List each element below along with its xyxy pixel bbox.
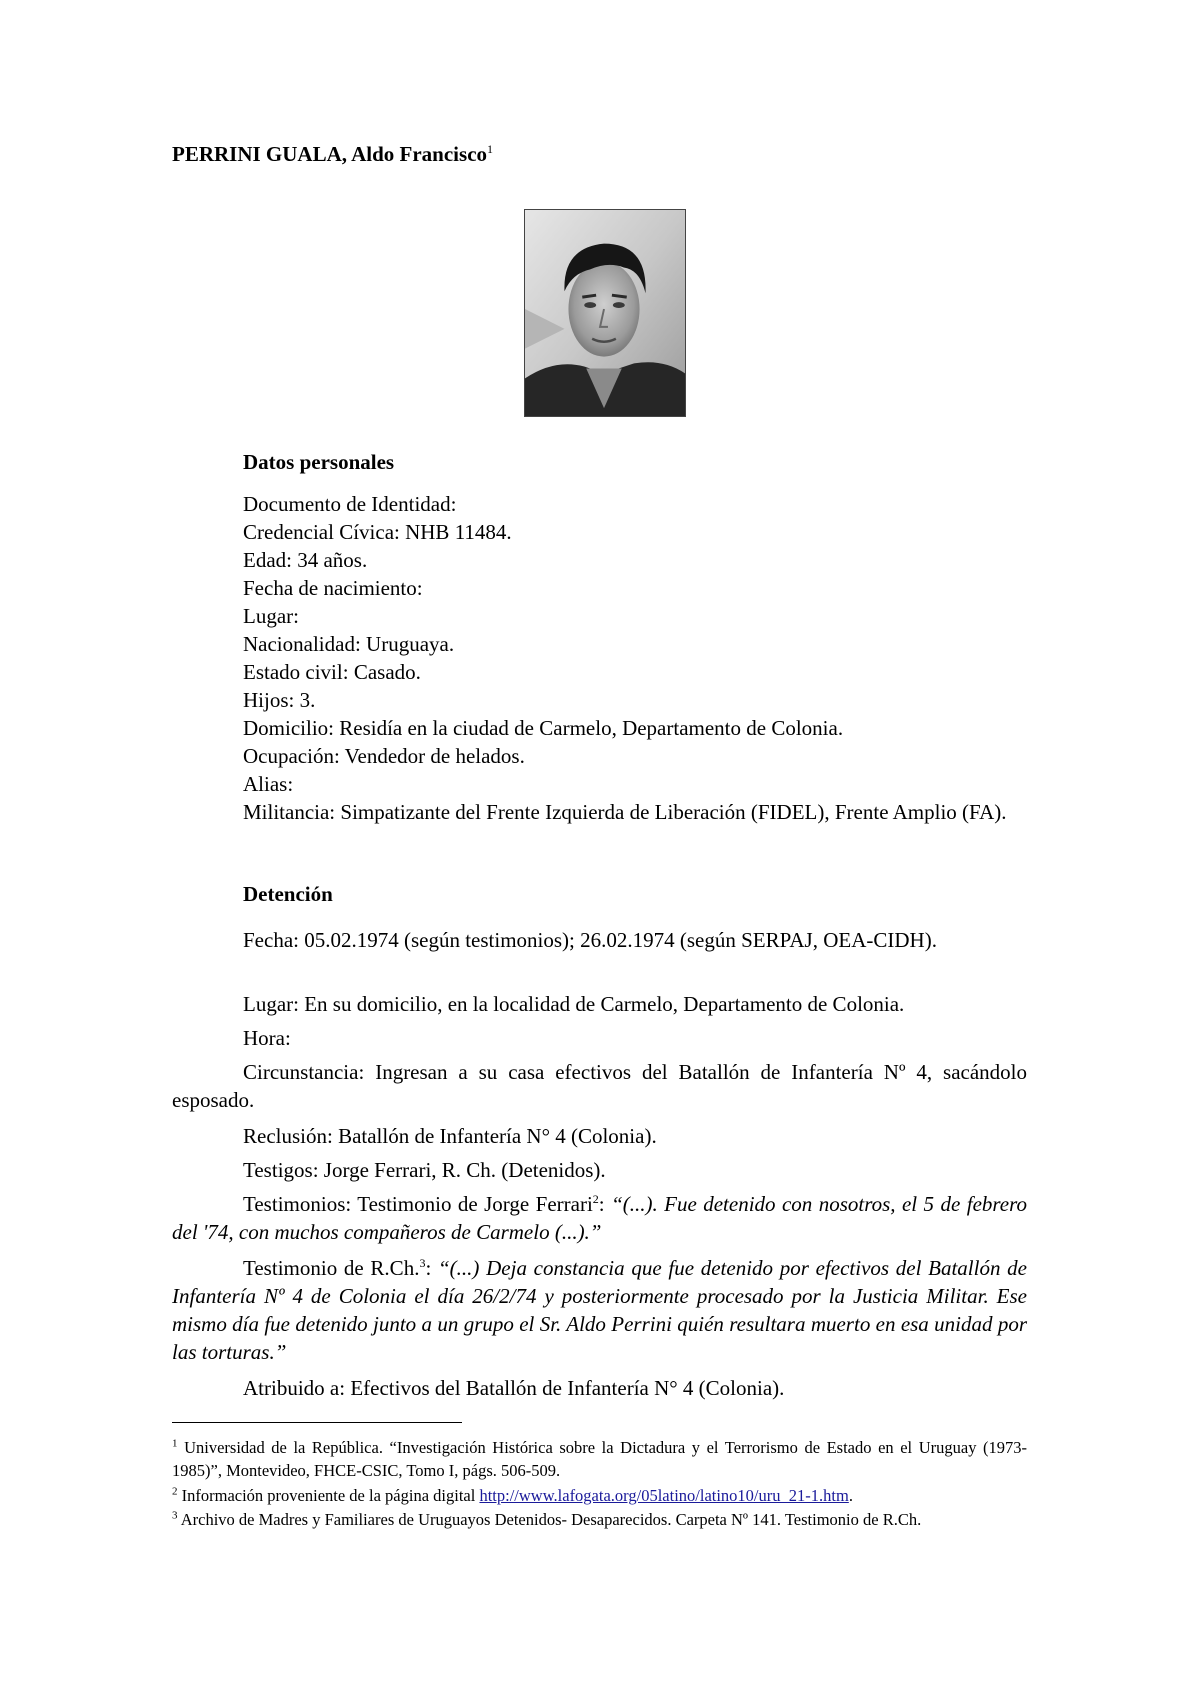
footnote-1: $^1$ Universidad de la República. “Investigación Histórica sobre la Dictadura y el Terrorismo de Estado en el Uruguay (1973-1985)”, Montevideo, FHCE-CSIC, Tomo I, págs. 506-509. — [172, 1437, 1028, 1480]
field-lugar: Lugar: — [243, 604, 299, 628]
field-domicilio: Domicilio: Residía en la ciudad de Carmelo, Departamento de Colonia. — [243, 716, 844, 740]
field-alias: Alias: — [243, 772, 294, 796]
field-nacionalidad: Nacionalidad: Uruguaya. — [243, 632, 455, 656]
portrait-image — [525, 210, 685, 416]
heading-detencion: Detención — [243, 882, 333, 906]
footnote-ref-2[interactable]: 2 — [592, 1192, 599, 1206]
field-testimonio-rch: Testimonio de R.Ch.$^3$: “(...) Deja constancia que fue detenido por efectivos del Batallón de Infantería Nº 4 de Colonia el día 26/2/74 y posteriormente procesado por la Justicia Militar. Ese mismo día fue detenido junto a un grupo el Sr. Aldo Perrini quién resultara muerto en esa unidad por las torturas.” — [172, 1256, 1027, 1364]
field-reclusion: Reclusión: Batallón de Infantería N° 4 (Colonia). — [243, 1124, 657, 1148]
field-testimonio-ferrari: Testimonios: Testimonio de Jorge Ferrari$^2$: “(...). Fue detenido con nosotros, el 5 de febrero del '74, con muchos compañeros de Carmelo (...).” — [172, 1192, 1027, 1244]
field-documento: Documento de Identidad: — [243, 492, 457, 516]
field-fecha-nacimiento: Fecha de nacimiento: — [243, 576, 423, 600]
field-militancia: Militancia: Simpatizante del Frente Izquierda de Liberación (FIDEL), Frente Amplio (FA). — [243, 800, 1007, 824]
portrait-photo — [524, 209, 686, 417]
field-hijos: Hijos: 3. — [243, 688, 316, 712]
field-atribuido: Atribuido a: Efectivos del Batallón de Infantería N° 4 (Colonia). — [243, 1376, 785, 1400]
footnote-link[interactable]: http://www.lafogata.org/05latino/latino10/uru_21-1.htm — [479, 1486, 849, 1505]
field-credencial: Credencial Cívica: NHB 11484. — [243, 520, 512, 544]
page-title — [172, 142, 493, 167]
footnote-3: $^3$ Archivo de Madres y Familiares de Uruguayos Detenidos- Desaparecidos. Carpeta Nº 141. Testimonio de R.Ch. — [172, 1509, 922, 1529]
heading-datos-personales: Datos personales — [243, 450, 395, 474]
field-fecha-detencion: Fecha: 05.02.1974 (según testimonios); 26.02.1974 (según SERPAJ, OEA-CIDH). — [243, 928, 937, 952]
quote-rch: “(...) Deja constancia que fue detenido por efectivos del Batallón de Infantería Nº 4 de Colonia el día 26/2/74 y posteriormente procesado por la Justicia Militar. Ese mismo día fue detenido junto a un grupo el Sr. Aldo Perrini quién resultara muerto en esa unidad por las torturas.” — [172, 1256, 1027, 1364]
field-edad: Edad: 34 años. — [243, 548, 368, 572]
quote-ferrari: “(...). Fue detenido con nosotros, el 5 de febrero del '74, con muchos compañeros de Carmelo (...).” — [172, 1192, 1027, 1244]
field-estado-civil: Estado civil: Casado. — [243, 660, 421, 684]
footnote-2: $^2$ Información proveniente de la página digital http://www.lafogata.org/05latino/latino10/uru_21-1.htm. — [172, 1485, 853, 1505]
field-lugar-detencion: Lugar: En su domicilio, en la localidad de Carmelo, Departamento de Colonia. — [243, 992, 905, 1016]
person-name: PERRINI GUALA, Aldo Francisco — [172, 142, 488, 166]
footnote-separator — [172, 1422, 462, 1423]
field-hora: Hora: — [243, 1026, 291, 1050]
footnote-ref-1[interactable]: 1 — [487, 142, 494, 156]
field-testigos: Testigos: Jorge Ferrari, R. Ch. (Detenidos). — [243, 1158, 606, 1182]
field-ocupacion: Ocupación: Vendedor de helados. — [243, 744, 525, 768]
footnote-ref-3[interactable]: 3 — [419, 1256, 426, 1270]
field-circunstancia: Circunstancia: Ingresan a su casa efectivos del Batallón de Infantería Nº 4, sacándolo esposado. — [172, 1060, 1027, 1112]
